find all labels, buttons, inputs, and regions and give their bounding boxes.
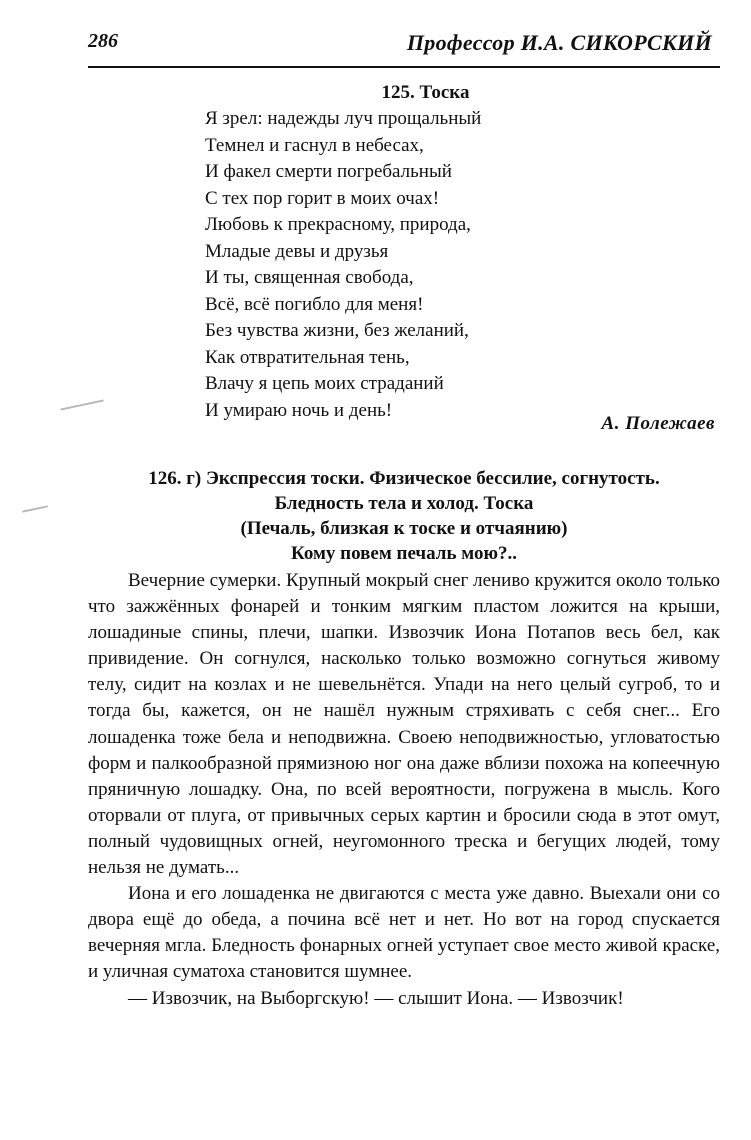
prose-text [88,568,720,1012]
scan-smudge-mark [60,399,103,410]
section-heading [88,466,720,566]
section-heading-line: Бледность тела и холод. Тоска [274,493,534,514]
poem-line: И факел смерти погребальный [205,161,452,182]
poem-line: И умираю ночь и день! [205,399,393,421]
poem-line: Всё, всё погибло для меня! [205,293,424,315]
paragraph: — Извозчик, на Выборгскую! — слышит Иона. — Извозчик! [128,987,624,1009]
section-heading-line: Кому повем печаль мою?.. [291,543,517,564]
poem-title: 125. Тоска [381,82,470,103]
poem-line: Влачу я цепь моих страданий [205,373,444,394]
poem [205,106,481,424]
poem-line: Темнел и гаснул в небесах, [205,134,424,156]
poem-line: С тех пор горит в моих очах! [205,187,440,209]
paragraph: Вечерние сумерки. Крупный мокрый снег лениво кружится около только что зажжённых фонарей и тонким мягким пластом ложится на крыши, лошадиные спины, плечи, шапки. Извозчик Иона Потапов весь бел, как привидение. Он согнулся, насколько только возможно согнуться живому телу, сидит на козлах и не шевельнётся. Упади на него целый сугроб, то и тогда бы, кажется, он не нашёл нужным стряхивать с себя снег... Его лошаденка тоже бела и неподвижна. Своею неподвижностью, угловатостью форм и палкообразной прямизною ног она даже вблизи похожа на копеечную пряничную лошадку. Она, по всей вероятности, погружена в мысль. Кого оторвали от плуга, от привычных серых картин и бросили сюда в этот омут, полный чудовищных огней, неугомонного треска и бегущих людей, тому нельзя не думать... [88,570,720,879]
page-header [88,30,720,68]
poem-line: Я зрел: надежды луч прощальный [205,108,482,129]
section-heading-line: (Печаль, близкая к тоске и отчаянию) [240,518,568,539]
section-heading-line: 126. г) Экспрессия тоски. Физическое бессилие, согнутость. [148,468,660,489]
poem-line: И ты, священная свобода, [205,267,414,288]
poem-author: А. Полежаев [601,413,715,434]
page-number: 286 [88,30,118,52]
scan-smudge-mark [22,505,48,512]
poem-line: Любовь к прекрасному, природа, [205,214,471,235]
poem-line: Младые девы и друзья [205,240,389,262]
poem-line: Как отвратительная тень, [205,346,410,368]
poem-line: Без чувства жизни, без желаний, [205,320,469,341]
running-title: Профессор И.А. СИКОРСКИЙ [406,30,712,55]
paragraph: Иона и его лошаденка не двигаются с места уже давно. Выехали они со двора ещё до обеда, а почина всё нет и нет. Но вот на город спускается вечерняя мгла. Бледность фонарных огней уступает свое место живой краске, и уличная суматоха становится шумнее. [88,883,720,983]
